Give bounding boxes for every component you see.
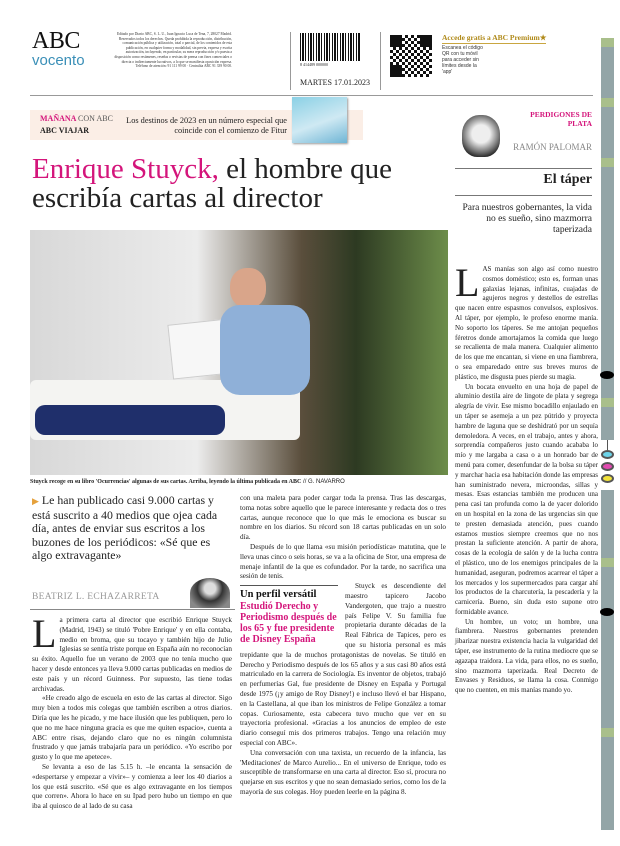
legal-notice: Editado por Diario ABC, S. L. U., Juan Ignacio Luca de Tena, 7, 28027 Madrid. Reservados todos los derechos. Queda prohibida la reproducción, distribución, comunicación pública y utilización, total o parcial, de los contenidos de esta publicación, en cualquier forma y modalidad, sin previa, expresa y escrita autorización, incluyendo, en particular, su mera reproducción y/o puesta a disposición como resúmenes, reseñas o revistas de prensa con fines comerciales o directa o indirectamente lucrativos, a lo que se manifiesta oposición expresa. Teléfono de atención: 91 111 99 00 · Centralita ABC 91 339 90 00. <box>114 32 232 69</box>
strip-patch <box>601 728 614 737</box>
man-face <box>230 268 266 308</box>
triangle-bullet-icon: ▶ <box>32 496 39 506</box>
magazine-cover-image <box>292 97 347 143</box>
barcode <box>300 33 360 61</box>
column-section: PERDIGONES DE PLATA <box>530 110 592 128</box>
kicker-rest: CON ABC <box>78 114 113 123</box>
headline <box>32 155 452 213</box>
yellow-mark-icon <box>601 474 614 483</box>
promo-text: Los destinos de 2023 en un número especial que coincide con el comienzo de Fitur <box>126 116 287 135</box>
strip-patch <box>601 558 614 567</box>
barcode-number: 8 414489 000000 <box>300 62 328 67</box>
paragraph: Un hombre, un voto; un hombre, una fiambrera. Nuestros gobernantes pretenden jibarizar nuestra existencia hacia la vulgaridad del táper, ese instrumento de la rutina mediocre que se agazapa traidora. La vida, para ellos, no es sueño, sino mazmorra taperizada. Real Decreto de Envases y Residuos, se llama la cosa. Conmigo que no cuenten, en mis manías mando yo. <box>455 617 598 695</box>
abc-logo: ABC <box>32 28 80 54</box>
deck-text: Le han publicado casi 9.000 cartas y está suscrito a 40 medios que ojea cada día, antes de enviar sus escritos a los buzones de los periódicos: «Sé que es algo extravagante» <box>32 493 218 563</box>
registration-dot <box>600 371 614 379</box>
paragraph: a primera carta al director que escribió Enrique Stuyck (Madrid, 1943) se tituló 'Pobre Enrique' y en ella contaba, medio en broma, que su tocayo y también hijo de Julio Iglesias se sentía triste porque en España aún no reconocían su éxito. Aquello fue un verano de 2003 que no tenía mucho que hacer y desde entonces ya lleva 9.000 cartas publicadas en medios de este país y un récord Guinness. Por supuesto, las tiene todas archivadas. <box>32 616 232 693</box>
paragraph: AS manías son algo así como nuestro cosmos doméstico; esto es, forman unas galaxias lejanas, infinitas, cuajadas de agujeros negros y destellos de estrellas que nacen entre espasmos convulsos, explosivos. Al táper, por ejemplo, le profeso enorme manía. No soporto los táperes. Se me antojan pequeños féretros donde amortajamos la comida que luego se recalienta de mala manera. Cualquier alimento de los que me encantan, si viene en una fiambrera, o sea emparedado entre sus breves muros de plástico, me disgusta pues pierde su magia. <box>455 265 598 381</box>
paragraph-text: Stuyck es descendiente del maestro tapicero Jacobo Vandergoten, que trajo a nuestro país Felipe V. Su familia fue propietaria durante décadas de la Real Fábrica de Tapices, pero es que su historia personal es más trepidante que la de muchos protagonistas de novelas. Se tituló en Derecho y Periodismo después de los 65 años y a sus casi 80 años está matriculado en la carrera de Sociología. Es inventor de objetos, trabajó en perfumerías Gal, fue presidente de Disney en España y Portugal desde 1975 (¡y amigo de Roy Disney!) e incluso llevó el bar Hispano, en la Castellana, al que iban los ministros de Felipe González a tomar copas. Curiosamente, esta cabecera tuvo mucho que ver en su trayectoria profesional. «Gracias a los anuncios de empleo de este diario conseguí mis dos primeros trabajos. Tengo una relación muy especial con ABC». <box>240 582 446 747</box>
man-shirt <box>220 305 310 395</box>
sidebar-title: Un perfil versátil <box>240 589 317 601</box>
qr-instructions: Escanea el código QR con tu móvil para acceder sin límites desde la 'app' <box>442 45 483 75</box>
strip-patch <box>601 158 614 167</box>
sidebar-subtitle: Estudió Derecho y Periodismo después de los 65 y fue presidente de Disney España <box>240 601 337 646</box>
paragraph: «He creado algo de escuela en esto de las cartas al director. Sigo muy bien a todos mis colegas que también escriben a otros diarios. Diría que les he picado, y me hace ilusión que les publiquen, pero lo que no me hace ninguna gracia es que me quiten espacio», cuenta a ABC entre risas, dejando claro que no es ningún columnista frustrado y que jamás trabajaría para un periódico. «Yo escribo por gusto y lo que me apetece». <box>32 694 232 762</box>
divider <box>380 32 381 90</box>
article-column-1 <box>32 611 232 812</box>
cyan-mark-icon <box>601 450 614 459</box>
paragraph: Un bocata envuelto en una hoja de papel de aluminio destila aire de lingote de plata y segrega alegría de vivir. Ese mismo bocadillo enjaulado en un táper se asemeja a un pez pútrido y proyecta hambre de laguna que se deshidrató por un sequía demoledora. A veces, en el trabajo, antes y ahora, sorprendía compañeros justo cuando acababa lo mío y me largaba a casa o a un honrado bar de menú para comer, desenfundar de la bolsa su táper y marchar hacia esa habitación donde las empresas han suministrado nevera, microondas, sillas y mesas. Esas estancias también me producen una pena casi tan profunda como la de yacer dolorido en un hospital en la zona de las urgencias sin que te presten demasiada atención, pues cuando estamos mustios siempre creemos que no nos prestan la suficiente atención. A partir de ahora, cosas de la ecología de salón y de la lucha contra el plástico, uno de los enemigos principales de la humanidad, aseguran, podremos acarrear el táper a los mercados y los supermercados para cargar ahí los productos de la charcutería, la pescadería y la carnicería. Bueno, sin duda esto supone otro formidable avance. <box>455 382 598 616</box>
divider <box>455 168 592 169</box>
paragraph: con una maleta para poder cargar toda la prensa. Tras las descargas, toma notas sobre aquello que le parece interesante y redacta dos o tres cartas, aunque reconoce que lo que más le emociona es buscar su nombre en los diarios. Su récord son 18 cartas publicadas en un solo día. <box>240 494 446 542</box>
photo-caption <box>30 479 448 485</box>
paragraph: Después de lo que llama «su misión periodística» matutina, que le lleva unas cinco o seis horas, se va a la oficina de Stor, una empresa de menaje infantil de la que es cofundador. Por la tarde, no sacrifica una sesión de tenis. <box>240 542 446 581</box>
promo-section: ABC VIAJAR <box>40 126 89 135</box>
crosshair-icon <box>607 440 608 450</box>
premium-promo[interactable]: Accede gratis a ABC Premium★ <box>442 33 547 42</box>
paragraph: Una conversación con una taxista, un recuerdo de la infancia, las 'Meditaciones' de Marco Aurelio... En el universo de Enrique, todo es susceptible de transformarse en una carta al director. Eso sí, procura no quejarse en sus escritos y que no sean demasiado serios, como los de la mayoría de sus colegas. Hoy pueden leerle en la página 8. <box>240 748 446 796</box>
registration-dot <box>600 608 614 616</box>
kicker-bold: MAÑANA <box>40 114 76 123</box>
man-legs <box>35 405 225 435</box>
opinion-column <box>455 260 598 696</box>
drop-cap: L <box>455 260 480 305</box>
divider <box>455 195 592 196</box>
author-photo <box>190 578 230 608</box>
article-deck <box>32 494 232 563</box>
headline-rest: el hombre que escribía cartas al director <box>32 153 392 214</box>
strip-patch <box>601 38 614 47</box>
qr-code[interactable] <box>390 35 432 77</box>
issue-date: MARTES 17.01.2023 <box>300 78 370 87</box>
article-column-2 <box>240 494 446 798</box>
paragraph-with-sidebar <box>240 582 446 749</box>
headline-name: Enrique Stuyck, <box>32 153 219 185</box>
drop-cap: L <box>32 611 57 656</box>
byline: BEATRIZ L. ECHAZARRETA <box>32 592 160 602</box>
magenta-mark-icon <box>601 462 614 471</box>
print-color-strip <box>601 38 614 830</box>
promo-kicker <box>40 114 113 123</box>
divider <box>290 32 291 90</box>
header-rule <box>30 95 593 96</box>
article-photo <box>30 230 448 475</box>
column-title: El táper <box>543 172 592 187</box>
divider <box>30 609 235 610</box>
columnist-caricature <box>462 115 500 157</box>
column-deck: Para nuestros gobernantes, la vida no es sueño, sino mazmorra taperizada <box>462 203 592 235</box>
registration-marks <box>600 440 616 490</box>
strip-patch <box>601 98 614 107</box>
sidebar-box <box>240 585 338 645</box>
photo-credit: // G. NAVARRO <box>301 479 345 485</box>
strip-patch <box>601 398 614 407</box>
caption-text: Stuyck recoge en su libro 'Ocurrencias' algunas de sus cartas. Arriba, leyendo la última publicada en ABC <box>30 479 302 485</box>
vocento-logo: vocento <box>32 52 85 69</box>
column-author: RAMÓN PALOMAR <box>513 142 592 152</box>
paragraph: Se levanta a eso de las 5.15 h. –le encanta la sensación de «despertarse y empezar a vivir»– y comienza a leer los 40 diarios a los que está suscrito. «Sé que es algo extravagante en los tiempos que corren». Ahora lo hace en su Ipad pero hubo un tiempo en que iba al quiosco de al lado de su casa <box>32 762 232 811</box>
